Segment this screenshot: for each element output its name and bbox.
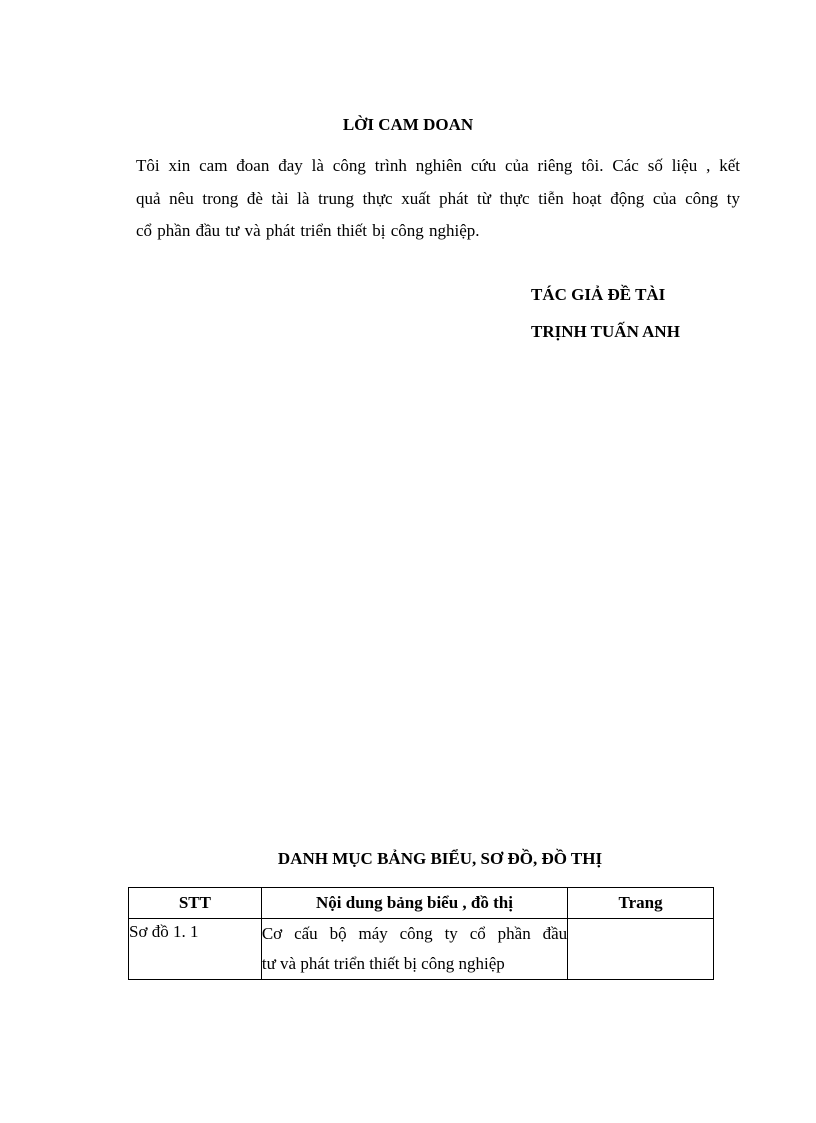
listing-title: DANH MỤC BẢNG BIỂU, SƠ ĐỒ, ĐỒ THỊ <box>277 849 603 868</box>
header-stt: STT <box>129 888 262 919</box>
listing-table <box>128 887 714 980</box>
signature-role: TÁC GIẢ ĐỀ TÀI <box>531 285 666 304</box>
declaration-line: Tôi xin cam đoan đay là công trình nghiên cứu của riêng tôi. Các số liệu , kết <box>136 156 740 175</box>
declaration-line: cổ phần đầu tư và phát triển thiết bị công nghiệp. <box>136 221 480 240</box>
header-content: Nội dung bảng biểu , đồ thị <box>261 888 567 919</box>
table-row <box>129 919 714 980</box>
table-header-row <box>129 888 714 919</box>
declaration-title: LỜI CAM DOAN <box>342 115 474 134</box>
row-page <box>568 919 714 980</box>
declaration-line: quả nêu trong đè tài là trung thực xuất phát từ thực tiễn hoạt động của công ty <box>136 188 740 208</box>
header-page: Trang <box>568 888 714 919</box>
row-content-line: tư và phát triển thiết bị công nghiệp <box>261 954 505 973</box>
row-content <box>261 919 567 980</box>
row-content-line: Cơ cấu bộ máy công ty cổ phần đầu <box>261 924 568 943</box>
signature-name: TRỊNH TUẤN ANH <box>531 322 680 341</box>
row-stt: Sơ đồ 1. 1 <box>129 919 262 980</box>
declaration-paragraph <box>136 150 740 248</box>
